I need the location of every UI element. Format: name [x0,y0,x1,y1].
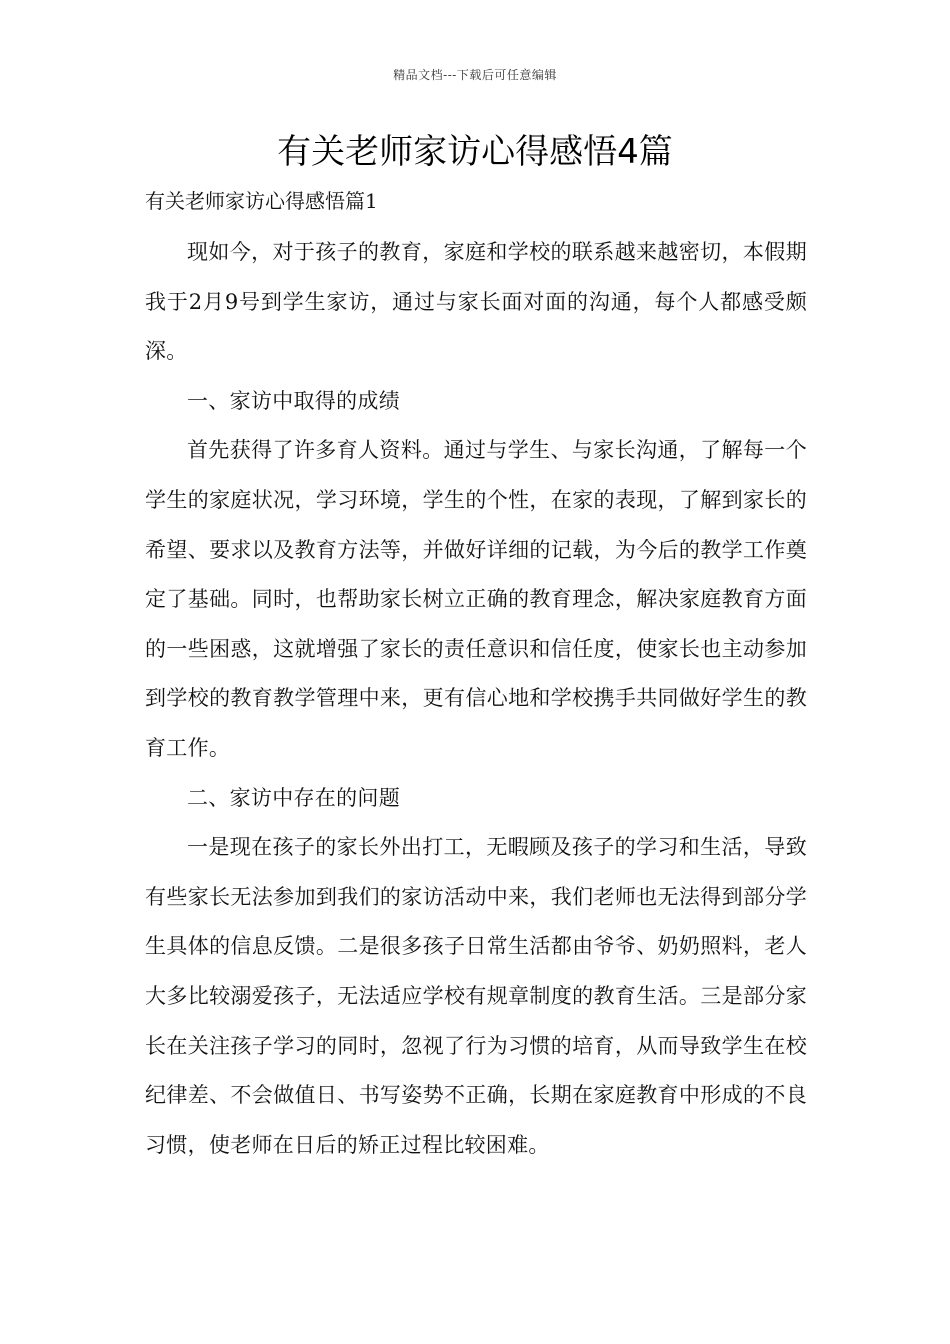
document-title: 有关老师家访心得感悟4篇 [277,132,673,172]
paragraph-achievements: 首先获得了许多育人资料。通过与学生、与家长沟通，了解每一个学生的家庭状况，学习环境，学生的个性，在家的表现，了解到家长的希望、要求以及教育方法等，并做好详细的记载，为今后的教学工作奠定了基础。同时，也帮助家长树立正确的教育理念，解决家庭教育方面的一些困惑，这就增强了家长的责任意识和信任度，使家长也主动参加到学校的教育教学管理中来，更有信心地和学校携手共同做好学生的教育工作。 [145,438,807,760]
body-text [145,228,807,1170]
section-subtitle: 有关老师家访心得感悟篇1 [145,189,378,213]
section-heading-achievements: 一、家访中取得的成绩 [187,388,400,413]
paragraph-problems: 一是现在孩子的家长外出打工，无暇顾及孩子的学习和生活，导致有些家长无法参加到我们的家访活动中来，我们老师也无法得到部分学生具体的信息反馈。二是很多孩子日常生活都由爷爷、奶奶照料，老人大多比较溺爱孩子，无法适应学校有规章制度的教育生活。三是部分家长在关注孩子学习的同时，忽视了行为习惯的培育，从而导致学生在校纪律差、不会做值日、书写姿势不正确，长期在家庭教育中形成的不良习惯，使老师在日后的矫正过程比较困难。 [145,835,807,1157]
section-heading-problems: 二、家访中存在的问题 [187,785,400,810]
header-note: 精品文档---下载后可任意编辑 [393,68,557,82]
paragraph-intro: 现如今，对于孩子的教育，家庭和学校的联系越来越密切，本假期我于2月9号到学生家访，通过与家长面对面的沟通，每个人都感受颇深。 [145,240,807,364]
